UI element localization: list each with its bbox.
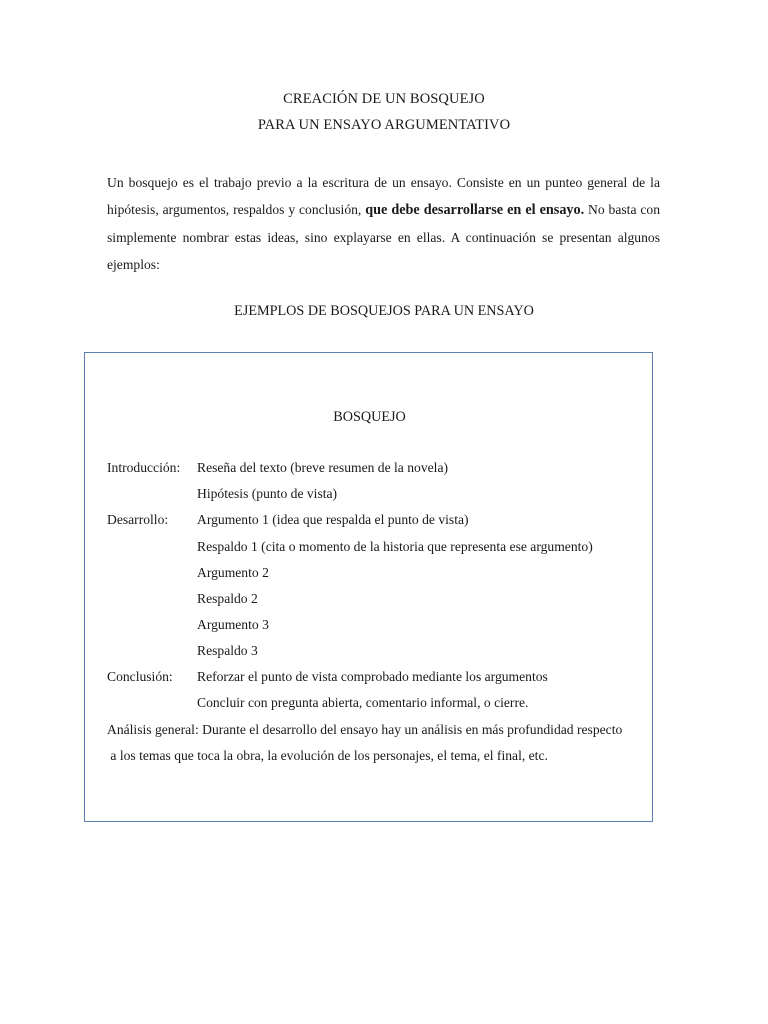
section-title: EJEMPLOS DE BOSQUEJOS PARA UN ENSAYO bbox=[234, 303, 534, 319]
introduccion-item: Reseña del texto (breve resumen de la novela) bbox=[197, 460, 448, 475]
analysis-line-1: Análisis general: Durante el desarrollo del ensayo hay un análisis en más profundidad respecto bbox=[107, 722, 623, 737]
outline-box bbox=[84, 352, 653, 822]
introduccion-label: Introducción: bbox=[107, 460, 181, 475]
desarrollo-item: Respaldo 1 (cita o momento de la historia que representa ese argumento) bbox=[197, 539, 593, 554]
desarrollo-item: Respaldo 3 bbox=[197, 643, 258, 658]
desarrollo-item: Argumento 2 bbox=[197, 565, 269, 580]
document-title-line-2: PARA UN ENSAYO ARGUMENTATIVO bbox=[257, 117, 511, 133]
desarrollo-label: Desarrollo: bbox=[107, 512, 169, 527]
desarrollo-item: Respaldo 2 bbox=[197, 591, 258, 606]
outline-title: BOSQUEJO bbox=[333, 409, 406, 425]
intro-text-start: Un bosquejo es el trabajo previo a la escritura de un ensayo. Consiste en un punteo general de la hipótesis, argumentos, respaldos y conclusión, bbox=[107, 175, 660, 217]
intro-bold-text: que debe desarrollarse en el ensayo. bbox=[365, 202, 585, 218]
conclusion-row bbox=[107, 669, 548, 685]
analysis-line-2: a los temas que toca la obra, la evolución de los personajes, el tema, el final, etc. bbox=[107, 748, 548, 763]
conclusion-item: Reforzar el punto de vista comprobado mediante los argumentos bbox=[197, 669, 548, 684]
intro-paragraph bbox=[107, 169, 660, 278]
conclusion-item: Concluir con pregunta abierta, comentario informal, o cierre. bbox=[197, 695, 529, 710]
desarrollo-item: Argumento 3 bbox=[197, 617, 269, 632]
desarrollo-item: Argumento 1 (idea que respalda el punto de vista) bbox=[197, 512, 469, 527]
introduccion-row bbox=[107, 460, 448, 476]
intro-text-end: No basta con simplemente nombrar estas ideas, sino explayarse en ellas. A continuación se presentan algunos ejemplos: bbox=[107, 202, 661, 272]
document-title-line-1: CREACIÓN DE UN BOSQUEJO bbox=[283, 91, 485, 107]
conclusion-label: Conclusión: bbox=[107, 669, 173, 684]
desarrollo-row bbox=[107, 512, 469, 528]
introduccion-item: Hipótesis (punto de vista) bbox=[197, 486, 338, 501]
